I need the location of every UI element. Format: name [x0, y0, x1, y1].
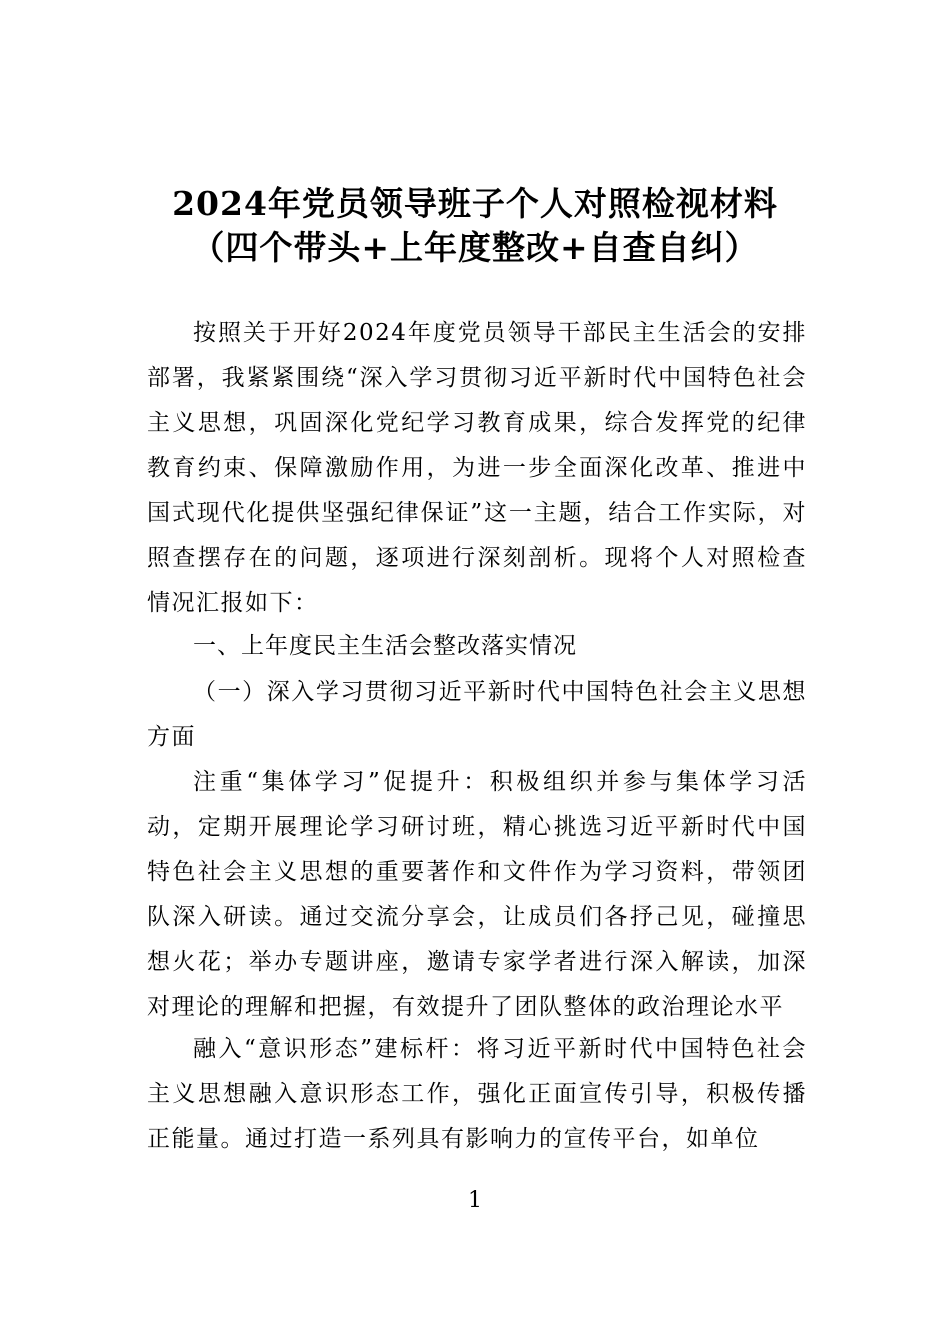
- subsection-heading-1: （一）深入学习贯彻习近平新时代中国特色社会主义思想方面: [147, 679, 807, 750]
- page-number: 1: [468, 1188, 482, 1213]
- paragraph-ideology: 融入“意识形态”建标杆：将习近平新时代中国特色社会主义思想融入意识形态工作，强化正面宣传引导，积极传播正能量。通过打造一系列具有影响力的宣传平台，如单位: [147, 1036, 807, 1152]
- document-title-line-2: （四个带头+上年度整改+自查自纠）: [191, 228, 759, 267]
- intro-paragraph: 按照关于开好2024年度党员领导干部民主生活会的安排部署，我紧紧围绕“深入学习贯彻习近平新时代中国特色社会主义思想，巩固深化党纪学习教育成果，综合发挥党的纪律教育约束、保障激励作用，为进一步全面深化改革、推进中国式现代化提供坚强纪律保证”这一主题，结合工作实际，对照查摆存在的问题，逐项进行深刻剖析。现将个人对照检查情况汇报如下：: [147, 320, 807, 616]
- document-title-line-1: 2024年党员领导班子个人对照检视材料: [172, 184, 778, 223]
- section-heading-1: 一、上年度民主生活会整改落实情况: [193, 633, 577, 659]
- paragraph-collective-study: 注重“集体学习”促提升：积极组织并参与集体学习活动，定期开展理论学习研讨班，精心挑选习近平新时代中国特色社会主义思想的重要著作和文件作为学习资料，带领团队深入研读。通过交流分享会，让成员们各抒己见，碰撞思想火花；举办专题讲座，邀请专家学者进行深入解读，加深对理论的理解和把握，有效提升了团队整体的政治理论水平: [147, 769, 807, 1020]
